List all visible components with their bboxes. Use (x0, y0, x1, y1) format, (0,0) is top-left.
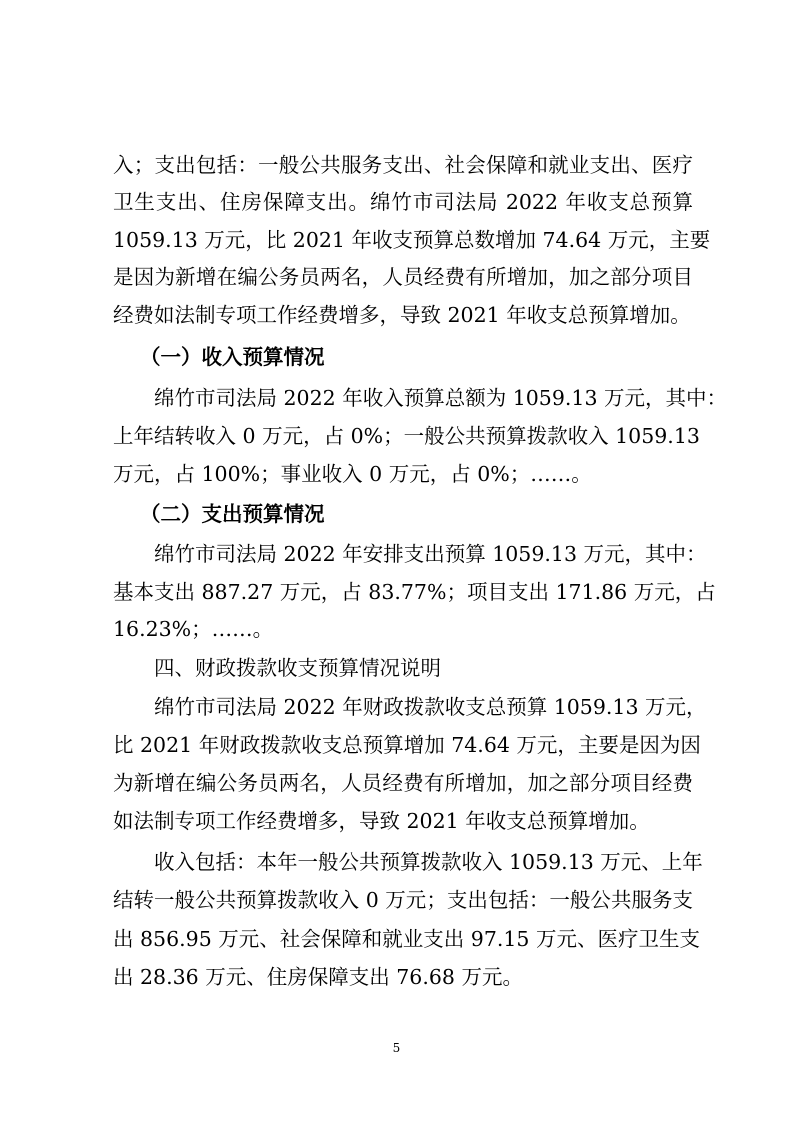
paragraph-line: 绵竹市司法局 2022 年财政拨款收支总预算 1059.13 万元， (154, 695, 707, 719)
paragraph-line: 入；支出包括：一般公共服务支出、社会保障和就业支出、医疗 (113, 153, 693, 177)
paragraph-line: 比 2021 年财政拨款收支总预算增加 74.64 万元，主要是因为因 (113, 733, 701, 757)
paragraph-line: 收入包括：本年一般公共预算拨款收入 1059.13 万元、上年 (154, 850, 703, 874)
section-heading: 四、财政拨款收支预算情况说明 (154, 656, 441, 680)
paragraph-line: 结转一般公共预算拨款收入 0 万元；支出包括：一般公共服务支 (113, 888, 693, 912)
paragraph-line: 卫生支出、住房保障支出。绵竹市司法局 2022 年收支总预算 (113, 190, 693, 214)
paragraph-line: 绵竹市司法局 2022 年安排支出预算 1059.13 万元，其中： (154, 542, 707, 566)
paragraph-line: 如法制专项工作经费增多，导致 2021 年收支总预算增加。 (113, 809, 650, 833)
paragraph-line: 万元，占 100%；事业收入 0 万元，占 0%；……。 (113, 462, 592, 486)
subsection-heading: （一）收入预算情况 (140, 345, 325, 369)
paragraph-line: 是因为新增在编公务员两名，人员经费有所增加，加之部分项目 (113, 265, 693, 289)
paragraph-line: 出 856.95 万元、社会保障和就业支出 97.15 万元、医疗卫生支 (113, 927, 700, 951)
paragraph-line: 经费如法制专项工作经费增多，导致 2021 年收支总预算增加。 (113, 303, 691, 327)
paragraph-line: 上年结转收入 0 万元，占 0%；一般公共预算拨款收入 1059.13 (113, 424, 700, 448)
subsection-heading: （二）支出预算情况 (140, 502, 325, 526)
paragraph-line: 出 28.36 万元、住房保障支出 76.68 万元。 (113, 965, 523, 989)
paragraph-line: 基本支出 887.27 万元，占 83.77%；项目支出 171.86 万元，占 (113, 580, 716, 604)
paragraph-line: 为新增在编公务员两名，人员经费有所增加，加之部分项目经费 (113, 771, 693, 795)
paragraph-line: 1059.13 万元，比 2021 年收支预算总数增加 74.64 万元，主要 (113, 228, 711, 252)
paragraph-line: 16.23%；……。 (113, 617, 274, 641)
page-number: 5 (392, 1041, 401, 1055)
paragraph-line: 绵竹市司法局 2022 年收入预算总额为 1059.13 万元，其中： (154, 386, 728, 410)
